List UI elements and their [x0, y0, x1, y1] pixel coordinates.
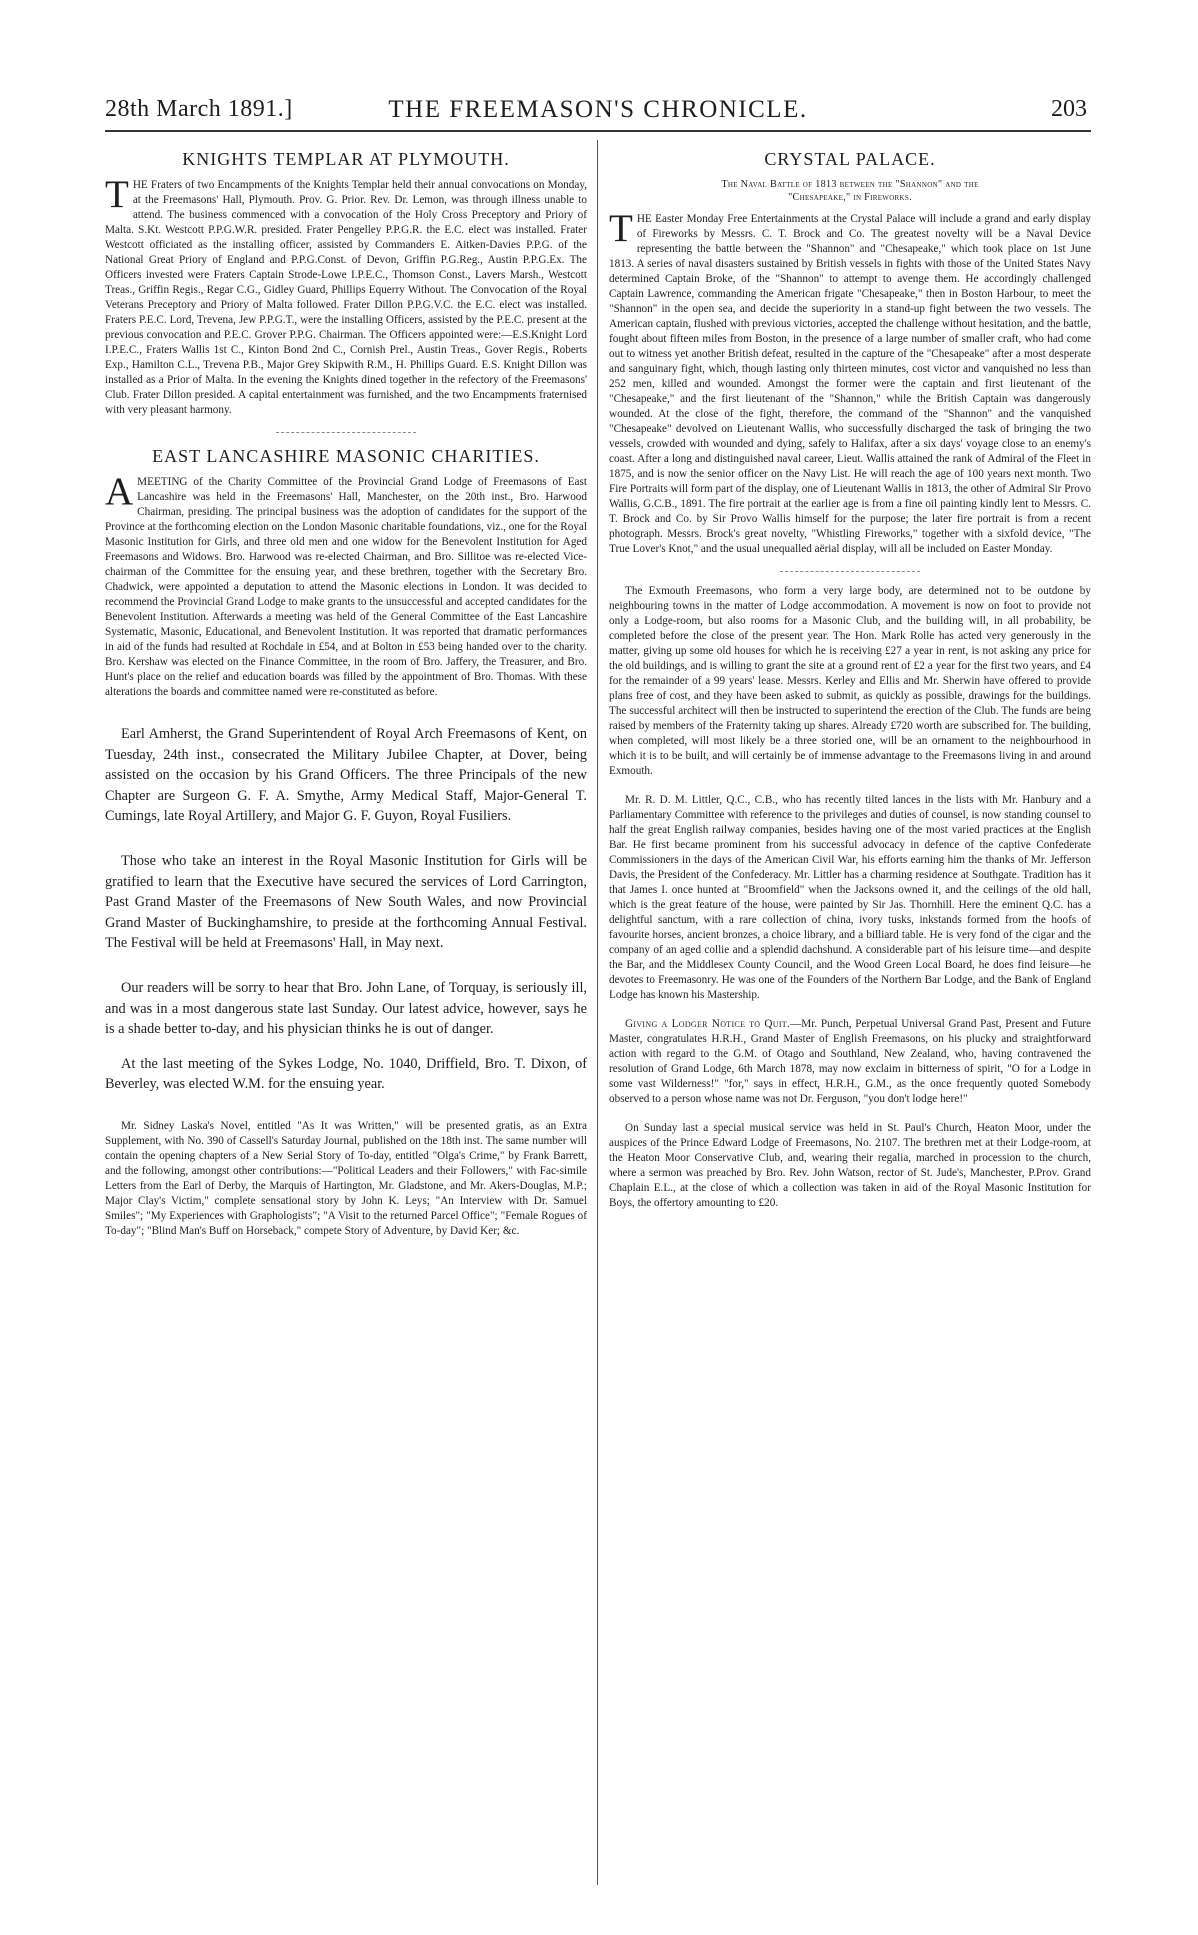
- subheading-line: The Naval Battle of 1813 between the "Shannon" and the: [721, 179, 979, 190]
- drop-cap: T: [609, 207, 633, 250]
- article-heading: CRYSTAL PALACE.: [764, 149, 936, 169]
- paragraph-girls-institution: Those who take an interest in the Royal Masonic Institution for Girls will be gratified to learn that the Executive have secured the services of Lord Carrington, Past Grand Master of the Freemasons of New South Wales, and now Provincial Grand Master of Buckinghamshire, to preside at the forthcoming Annual Festival. The Festival will be held at Freemasons' Hall, in May next.: [105, 852, 587, 952]
- issue-date: 28th March 1891.]: [105, 96, 293, 122]
- article-body: [609, 207, 1091, 557]
- spacer: [105, 700, 587, 724]
- right-column: [609, 148, 1091, 1211]
- spacer: [105, 954, 587, 978]
- paragraph-lead: Giving a Lodger Notice to Quit.: [625, 1018, 791, 1030]
- paragraph-sykes-lodge: At the last meeting of the Sykes Lodge, No. 1040, Driffield, Bro. T. Dixon, of Beverley, was elected W.M. for the ensuing year.: [105, 1055, 587, 1093]
- paragraph-text: —Mr. Punch, Perpetual Universal Grand Past, Present and Future Master, congratulates H.R.H., Grand Master of English Freemasons, on his plucky and straightforward action with regard to the G.M. of Otago and Southland, New Zealand, who, having contravened the resolution of Grand Lodge, 6th March 1878, may now exclaim in bitterness of spirit, "O for a Lodge in some vast Wilderness!" "for," says in effect, H.R.H., G.M., as the once frequently quoted Somebody observed to a person whose name was not Dr. Ferguson, "you don't lodge here!": [609, 1018, 1091, 1105]
- masthead-rule: [105, 130, 1091, 132]
- subheading-line: "Chesapeake," in Fireworks.: [788, 192, 912, 203]
- article-east-lancashire: [105, 445, 587, 700]
- drop-cap: T: [105, 173, 129, 216]
- paragraph-exmouth: The Exmouth Freemasons, who form a very large body, are determined not to be outdone by neighbouring towns in the matter of Lodge accommodation. A movement is now on foot to provide not only a Lodge-room, but also rooms for a Masonic Club, and the building will, in all probability, be completed before the close of the present year. The Hon. Mark Rolle has acted very generously in the matter, giving up some old houses for which he is receiving £27 a year in rent, is not asking any price for the old buildings, and is willing to grant the site at a ground rent of £2 a year for the first two years, and £4 for the remainder of a 99 years' lease. Messrs. Kerley and Ellis and Mr. Sherwin have offered to provide plans free of cost, and they have been asked to submit, as quickly as possible, drawings for the buildings. The successful architect will then be instructed to superintend the erection of the Club. The funds are being raised by members of the Fraternity taking up shares. Already £720 worth are subscribed for. The building, when completed, will most likely be a three storied one, will be an ornament to the neighbourhood in which it is to be built, and will certainly be of immense advantage to the Freemasons living in and around Exmouth.: [609, 585, 1091, 777]
- spacer: [105, 1040, 587, 1054]
- article-text: MEETING of the Charity Committee of the Provincial Grand Lodge of Freemasons of East Lancashire was held in the Freemasons' Hall, Manchester, on the 20th inst., Bro. Harwood Chairman, presiding. The principal business was the adoption of candidates for the support of the Province at the forthcoming election on the London Masonic charitable foundations, viz., one for the Royal Masonic Institution for Girls, and three old men and one widow for the Benevolent Institution for Aged Freemasons and Widows. Bro. Harwood was re-elected Chairman, and Bro. Sillitoe was re-elected Vice-chairman of the Committee for the ensuing year, and these brethren, together with the Secretary Bro. Chadwick, were appointed a deputation to attend the Masonic elections in London. It was decided to recommend the Provincial Grand Lodge to make grants to the unsuccessful and accepted candidates for the Benevolent Institution. Afterwards a meeting was held of the General Committee of the East Lancashire Systematic, Masonic, Educational, and Benevolent Institution. It was reported that dramatic performances in aid of the funds had resulted at Rochdale in £54, and at Bolton in £53 being handed over to the charity. Bro. Kershaw was elected on the Finance Committee, in the room of Bro. Jaffery, the Treasurer, and Bro. Hunt's place on the relief and education boards was filled by the appointment of Bro. Thomas. With these alterations the boards and committee named were re-constituted as before.: [105, 476, 587, 698]
- page-number: 203: [1051, 96, 1087, 122]
- article-crystal-palace: [609, 148, 1091, 557]
- spacer: [609, 1107, 1091, 1121]
- spacer: [609, 1003, 1091, 1017]
- article-body: [105, 173, 587, 418]
- spacer: [609, 779, 1091, 793]
- article-knights-templar: [105, 148, 587, 418]
- section-separator: [780, 571, 920, 572]
- paragraph-novel-notice: Mr. Sidney Laska's Novel, entitled "As It was Written," will be presented gratis, as an Extra Supplement, with No. 390 of Cassell's Saturday Journal, published on the 18th inst. The same number will contain the opening chapters of a New Serial Story of To-day, entitled "Olga's Crime," by Frank Barrett, and the following, amongst other contributions:—"Political Leaders and their Followers," with Fac-simile Letters from the Earl of Derby, the Marquis of Hartington, Mr. Gladstone, and Mr. Akers-Douglas, M.P.; Major Clay's Victim," complete sensational story by John K. Leys; "An Interview with Dr. Samuel Smiles"; "My Experiences with Graphologists"; "A Visit to the returned Parcel Office"; "Female Rogues of To-day"; "Blind Man's Buff on Horseback," compete Story of Adventure, by David Ker; &c.: [105, 1119, 587, 1237]
- article-heading: EAST LANCASHIRE MASONIC CHARITIES.: [152, 446, 540, 466]
- newspaper-page: [105, 96, 1091, 1886]
- article-text: HE Easter Monday Free Entertainments at the Crystal Palace will include a grand and early display of Fireworks by Messrs. C. T. Brock and Co. The greatest novelty will be a Naval Device representing the battle between the "Shannon" and "Chesapeake," which took place on 1st June 1813. A series of naval disasters sustained by British vessels in fights with those of the United States Navy determined Captain Broke, of the "Shannon" to attempt to avenge them. He accordingly challenged Captain Lawrence, commanding the American frigate "Chesapeake," then in Boston Harbour, to meet the "Shannon" in the open sea, and decide the superiority in a stand-up fight between the two vessels. The American captain, flushed with previous victories, accepted the challenge without hesitation, and the battle, fought about fifteen miles from Boston, in the presence of a large number of smaller craft, who had come out to witness yet another British defeat, resulted in the capture of the "Chesapeake" after a most desperate and sanguinary fight, which, though lasting only thirteen minutes, cost victor and vanquished no less than 252 men, killed and wounded. Amongst the former were the captain and first lieutenant of the "Chesapeake," and the first lieutenant of the "Shannon," while the British Captain was dangerously wounded. At the close of the fight, therefore, the command of the "Shannon" and the vanquished "Chesapeake" devolved on Lieutenant Wallis, who successfully discharged the task of bringing the two vessels, crowded with wounded and dying, safely to Halifax, after a six days' voyage close to an enemy's coast. After a long and distinguished naval career, Lieut. Wallis attained the rank of Admiral of the Fleet in 1875, and is now the senior officer on the Navy List. He will reach the age of 100 years next month. Two Fire Portraits will form part of the display, one of Lieutenant Wallis in 1813, the other of Admiral Sir Provo Wallis, G.C.B., 1891. The fire portrait at the earlier age is from a fine oil painting kindly lent to Messrs. C. T. Brock and Co. by Sir Provo Wallis himself for the purpose; the later fire portrait is from a recent photograph. Messrs. Brock's great novelty, "Whistling Fireworks," together with a sixfold device, "The True Lover's Knot," and the usual unequalled aërial display, will all be included on Easter Monday.: [609, 213, 1091, 555]
- left-column: [105, 148, 587, 1239]
- spacer: [105, 1095, 587, 1119]
- article-heading: KNIGHTS TEMPLAR AT PLYMOUTH.: [182, 149, 510, 169]
- section-separator: [276, 432, 416, 433]
- paragraph-earl-amherst: Earl Amherst, the Grand Superintendent of Royal Arch Freemasons of Kent, on Tuesday, 24th inst., consecrated the Military Jubilee Chapter, at Dover, being assisted on the occasion by his Grand Officers. The three Principals of the new Chapter are Surgeon G. F. A. Smythe, Army Medical Staff, Major-General T. Cumings, late Royal Artillery, and Major G. F. Guyon, Royal Fusiliers.: [105, 726, 587, 825]
- paragraph-john-lane: Our readers will be sorry to hear that Bro. John Lane, of Torquay, is seriously ill, and was in a most dangerous state last Sunday. Our latest advice, however, says he is a shade better to-day, and his physician thinks he is out of danger.: [105, 979, 587, 1038]
- article-body: [105, 470, 587, 700]
- column-divider: [597, 140, 598, 1885]
- article-subheading: [609, 178, 1091, 204]
- publication-title: THE FREEMASON'S CHRONICLE.: [388, 96, 808, 123]
- paragraph-lodger-notice: [609, 1017, 1091, 1107]
- masthead: [105, 96, 1091, 128]
- paragraph-st-pauls: On Sunday last a special musical service was held in St. Paul's Church, Heaton Moor, under the auspices of the Prince Edward Lodge of Freemasons, No. 2107. The brethren met at their Lodge-room, at the Heaton Moor Conservative Club, and, wearing their regalia, marched in procession to the church, where a sermon was preached by Bro. Rev. John Watson, rector of St. Jude's, Manchester, P.Prov. Grand Chaplain E.L., at the close of which a collection was taken in aid of the Royal Masonic Institution for Boys, the offertory amounting to £20.: [609, 1122, 1091, 1209]
- paragraph-littler: Mr. R. D. M. Littler, Q.C., C.B., who has recently tilted lances in the lists with Mr. Hanbury and a Parliamentary Committee with reference to the privileges and duties of counsel, is now standing counsel to half the great English railway companies, besides having one of the most varied practices at the English Bar. He first became prominent from his successful advocacy in defence of the captive Confederate Commissioners in the days of the American Civil War, his efforts earning him the thanks of Mr. Jefferson Davis, the President of the Confederacy. Mr. Littler has a charming residence at Southgate. Tradition has it that James I. once hunted at "Broomfield" when the Jacksons owned it, and the ceilings of the old hall, which is the great feature of the house, were painted by Sir Jas. Thornhill. Here the eminent Q.C. has a delightful sanctum, with a rare collection of china, ivory tusks, inkstands formed from the hoofs of favourite horses, ancient bronzes, a choice library, and a billiard table. He is very fond of the cigar and the company of an aged collie and a splendid dachshund. A considerable part of his leisure time—and despite the Bar, and the Middlesex County Council, and the Wood Green Local Board, he does find leisure—he devotes to Freemasonry. He was one of the Founders of the Northern Bar Lodge, and the Bank of England Lodge has known his Mastership.: [609, 794, 1091, 1001]
- drop-cap: A: [105, 470, 134, 513]
- article-text: HE Fraters of two Encampments of the Knights Templar held their annual convocations on Monday, at the Freemasons' Hall, Plymouth. Prov. G. Prior. Rev. Dr. Lemon, was through illness unable to attend. The business commenced with a convocation of the Holy Cross Preceptory and Priory of Malta. S.Kt. Westcott P.P.G.W.R. presided. Frater Pengelley P.P.G.R. the E.C. elect was installed. Frater Westcott officiated as the installing officer, assisted by Commanders E. Aitken-Davies P.P.G. of the National Great Priory of England and P.P.G.Const. of Devon, Griffin P.G.Reg., Austin P.P.G.Ex. The Officers invested were Fraters Captain Strode-Lowe I.P.E.C., Thomson Const., Lavers Marsh., Westcott Treas., Griffin Regis., Regar C.G., Gidley Guard, Phillips Equerry Without. The Convocation of the Royal Veterans Preceptory and Priory of Malta followed. Frater Dillon P.P.G.V.C. the E.C. elect was installed. Fraters P.E.C. Lord, Trevena, Jew P.P.G.T., were the installing Officers, assisted by the P.E.C. present at the previous convocation and P.E.C. Grover P.P.G. Chairman. The Officers appointed were:—E.S.Knight Lord I.P.E.C., Fraters Wallis 1st C., Kinton Bond 2nd C., Cornish Prel., Austin Treas., Gover Regis., Roberts Exp., Hamilton C.L., Trevena P.B., Major Grey Skipwith R.M., H. Phillips Guard. E.S. Knight Dillon was installed as a Prior of Malta. In the evening the Knights dined together in the refectory of the Freemasons' Club. Frater Dillon presided. A capital entertainment was furnished, and the two Encampments fraternised with very pleasant harmony.: [105, 179, 587, 416]
- spacer: [105, 827, 587, 851]
